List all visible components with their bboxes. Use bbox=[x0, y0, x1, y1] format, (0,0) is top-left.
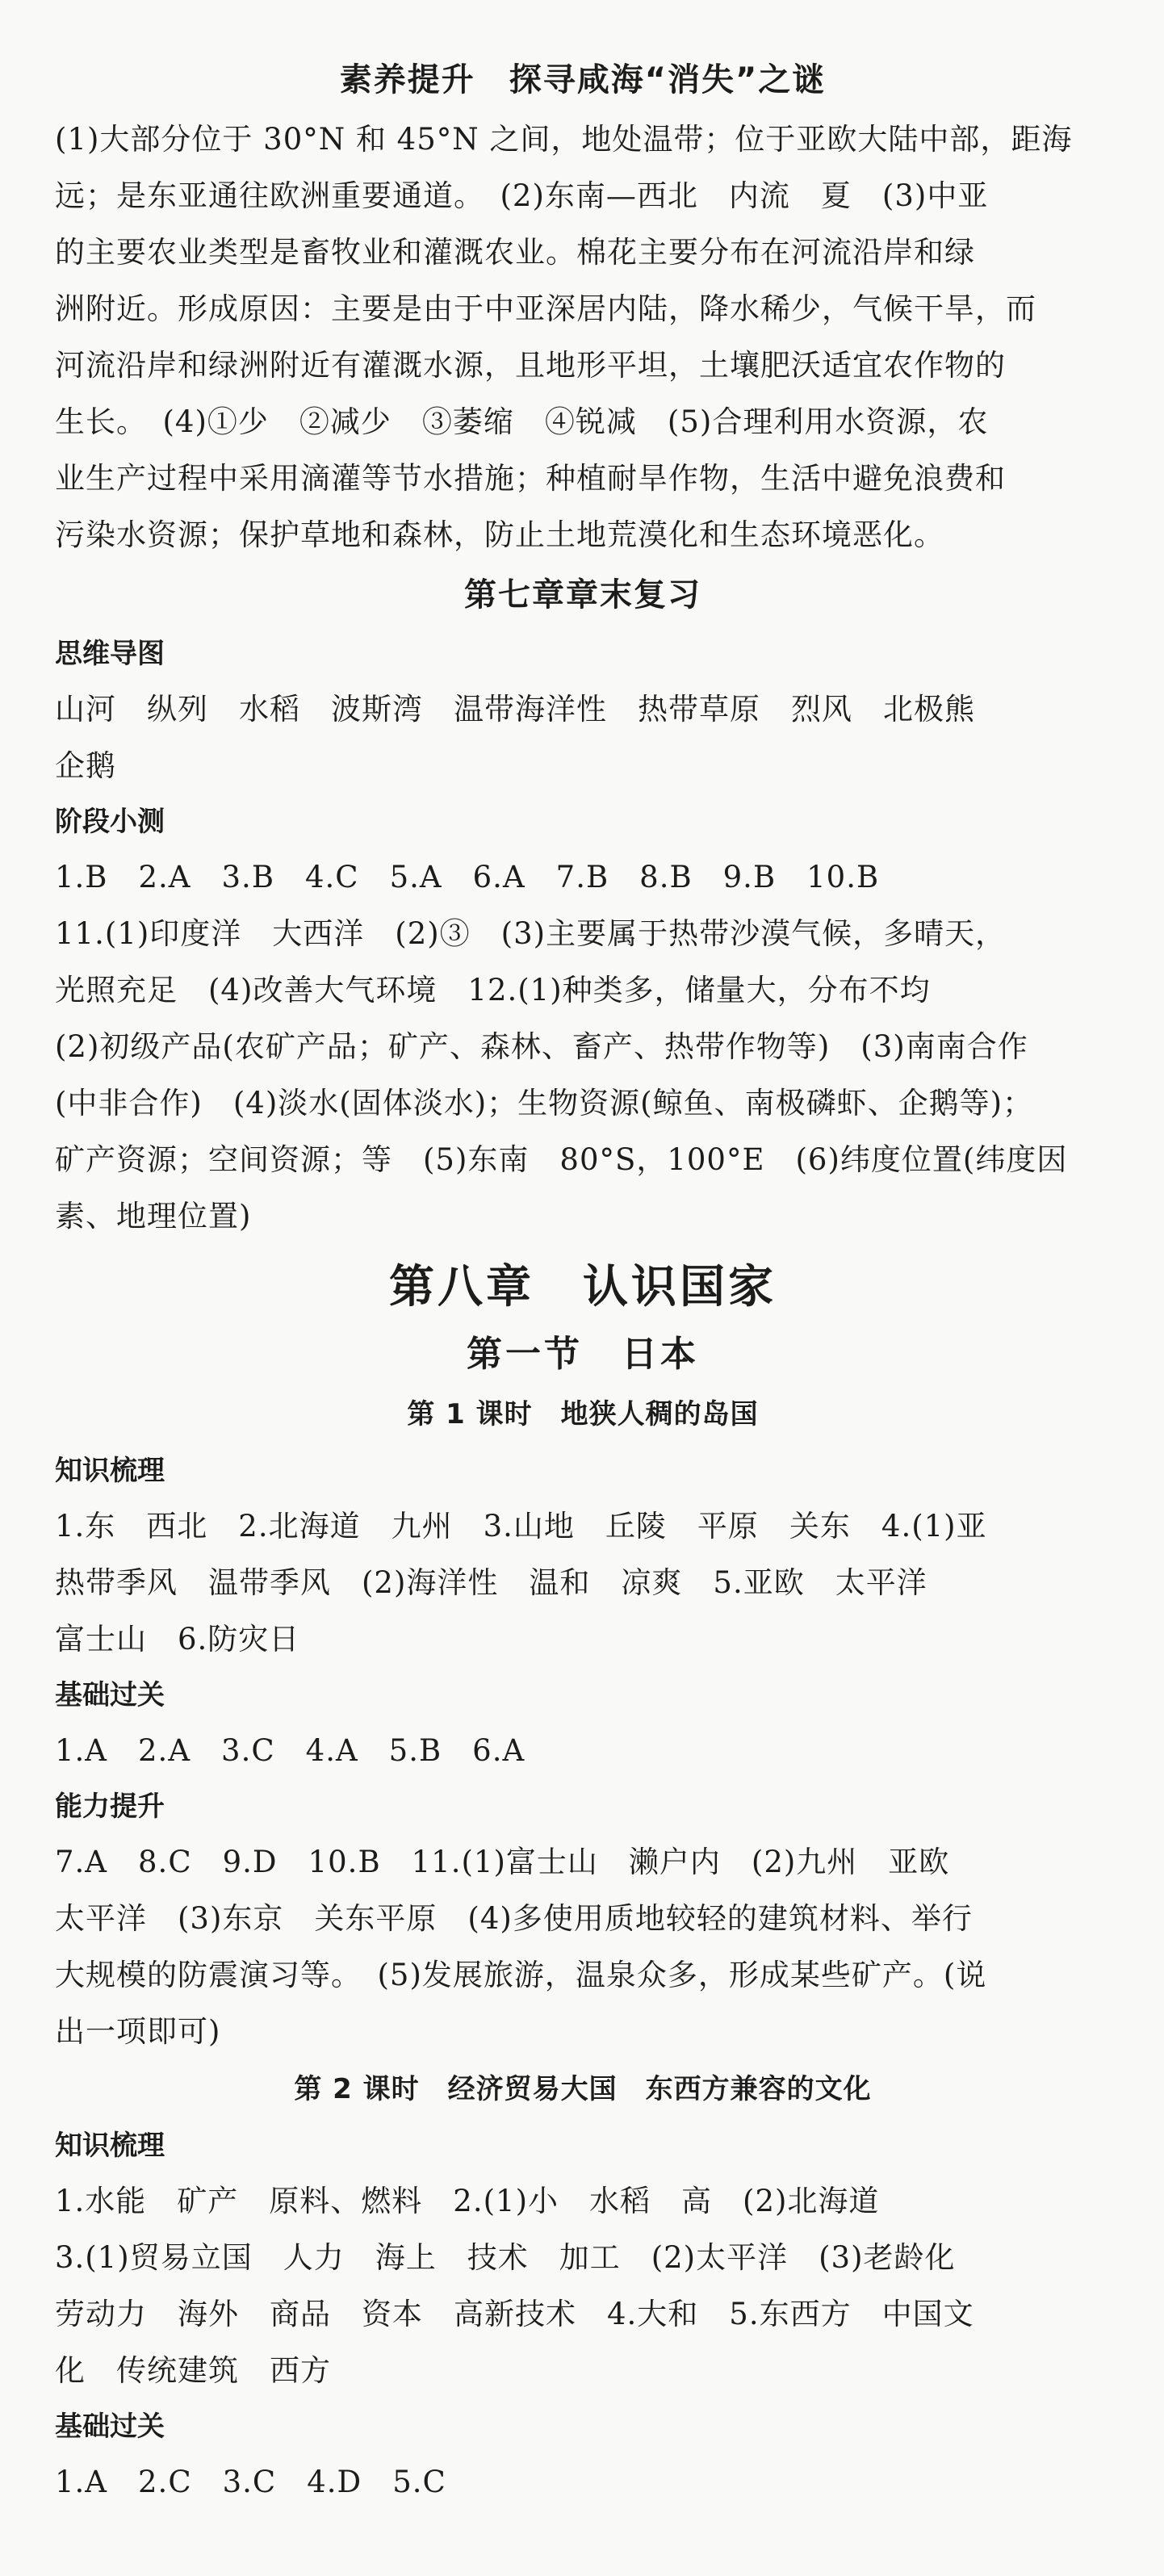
text-line: 矿产资源；空间资源；等 (5)东南 80°S，100°E (6)纬度位置(纬度因 bbox=[55, 1142, 1068, 1177]
text-line: 1.A 2.A 3.C 4.A 5.B 6.A bbox=[55, 1733, 525, 1768]
text-line: 河流沿岸和绿洲附近有灌溉水源，且地形平坦，土壤肥沃适宜农作物的 bbox=[55, 348, 1006, 383]
text-line: 热带季风 温带季风 (2)海洋性 温和 凉爽 5.亚欧 太平洋 bbox=[55, 1565, 927, 1600]
basic-heading: 基础过关 bbox=[55, 1679, 165, 1711]
text-line: 11.(1)印度洋 大西洋 (2)③ (3)主要属于热带沙漠气候，多晴天， bbox=[55, 916, 1007, 951]
text-line: 污染水资源；保护草地和森林，防止土地荒漠化和生态环境恶化。 bbox=[55, 517, 944, 552]
text-line: 劳动力 海外 商品 资本 高新技术 4.大和 5.东西方 中国文 bbox=[55, 2297, 974, 2331]
chapter8-title: 第八章 认识国家 bbox=[389, 1261, 777, 1313]
text-line: 7.A 8.C 9.D 10.B 11.(1)富士山 濑户内 (2)九州 亚欧 bbox=[55, 1845, 950, 1879]
knowledge-heading: 知识梳理 bbox=[55, 1455, 165, 1487]
section1-title: 第一节 日本 bbox=[467, 1334, 699, 1375]
text-line: 的主要农业类型是畜牧业和灌溉农业。棉花主要分布在河流沿岸和绿 bbox=[55, 235, 975, 270]
text-line: 大规模的防震演习等。 (5)发展旅游，温泉众多，形成某些矿产。(说 bbox=[55, 1958, 987, 1992]
text-line: (中非合作) (4)淡水(固体淡水)；生物资源(鲸鱼、南极磷虾、企鹅等)； bbox=[55, 1086, 1034, 1120]
stage-test-heading: 阶段小测 bbox=[55, 806, 165, 838]
text-line: 1.B 2.A 3.B 4.C 5.A 6.A 7.B 8.B 9.B 10.B bbox=[55, 860, 880, 894]
text-line: 素、地理位置) bbox=[55, 1199, 252, 1234]
text-line: 业生产过程中采用滴灌等节水措施；种植耐旱作物，生活中避免浪费和 bbox=[55, 461, 1006, 496]
text-line: 富士山 6.防灾日 bbox=[55, 1622, 300, 1657]
text-line: 出一项即可) bbox=[55, 2014, 221, 2049]
text-line: 光照充足 (4)改善大气环境 12.(1)种类多，储量大，分布不均 bbox=[55, 973, 931, 1007]
text-line: 生长。 (4)①少 ②减少 ③萎缩 ④锐减 (5)合理利用水资源，农 bbox=[55, 404, 989, 439]
text-line: 1.水能 矿产 原料、燃料 2.(1)小 水稻 高 (2)北海道 bbox=[55, 2184, 880, 2218]
suyang-body bbox=[55, 111, 1111, 563]
text-line: 山河 纵列 水稻 波斯湾 温带海洋性 热带草原 烈风 北极熊 bbox=[55, 692, 975, 727]
text-line: 远；是东亚通往欧洲重要通道。 (2)东南—西北 内流 夏 (3)中亚 bbox=[55, 178, 989, 213]
text-line: 太平洋 (3)东京 关东平原 (4)多使用质地较轻的建筑材料、举行 bbox=[55, 1901, 973, 1936]
text-line: 企鹅 bbox=[55, 748, 116, 783]
chapter7-review-title: 第七章章末复习 bbox=[464, 576, 701, 614]
lesson1-title: 第 1 课时 地狭人稠的岛国 bbox=[407, 1398, 759, 1430]
basic-heading: 基础过关 bbox=[55, 2411, 165, 2443]
lesson2-title: 第 2 课时 经济贸易大国 东西方兼容的文化 bbox=[294, 2073, 872, 2105]
text-line: (1)大部分位于 30°N 和 45°N 之间，地处温带；位于亚欧大陆中部，距海 bbox=[55, 122, 1073, 157]
ability-heading: 能力提升 bbox=[55, 1791, 165, 1823]
text-line: 1.东 西北 2.北海道 九州 3.山地 丘陵 平原 关东 4.(1)亚 bbox=[55, 1509, 987, 1544]
text-line: (2)初级产品(农矿产品；矿产、森林、畜产、热带作物等) (3)南南合作 bbox=[55, 1029, 1028, 1064]
mindmap-heading: 思维导图 bbox=[55, 638, 165, 670]
text-line: 化 传统建筑 西方 bbox=[55, 2353, 331, 2388]
section-title-suyang: 素养提升 探寻咸海“消失”之谜 bbox=[339, 61, 827, 98]
text-line: 洲附近。形成原因：主要是由于中亚深居内陆，降水稀少，气候干旱，而 bbox=[55, 291, 1036, 326]
knowledge-heading: 知识梳理 bbox=[55, 2130, 165, 2162]
text-line: 1.A 2.C 3.C 4.D 5.C bbox=[55, 2465, 446, 2499]
text-line: 3.(1)贸易立国 人力 海上 技术 加工 (2)太平洋 (3)老龄化 bbox=[55, 2240, 956, 2275]
